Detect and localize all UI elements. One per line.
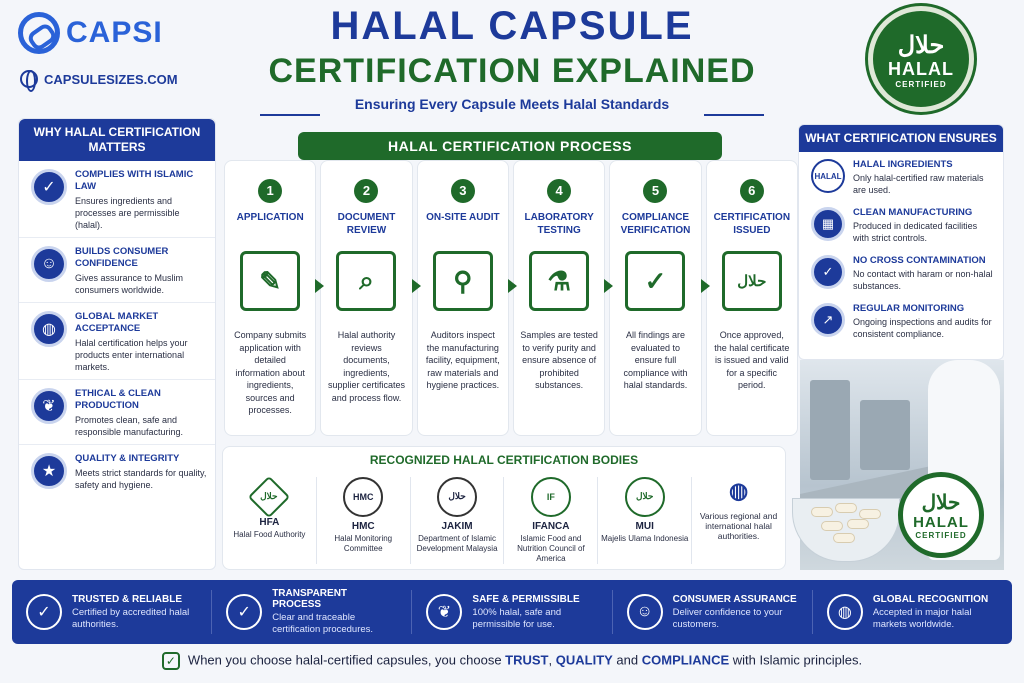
benefit-item — [212, 590, 412, 634]
clipboard-icon: ✎ — [240, 251, 300, 311]
ensures-item-title: CLEAN MANUFACTURING — [853, 207, 973, 218]
globe-icon: ◍ — [728, 478, 749, 503]
benefit-desc: Clear and traceable certification procedures. — [272, 612, 374, 635]
step-title: ON-SITE AUDIT — [426, 212, 500, 223]
step-number: 6 — [740, 179, 764, 203]
jakim-logo-icon: حلال — [437, 477, 477, 517]
halal-badge-icon: HALAL — [811, 159, 845, 193]
body-hfa — [223, 477, 317, 564]
seal-arabic: حلال — [897, 29, 945, 59]
benefit-desc: Deliver confidence to your customers. — [672, 606, 783, 630]
body-name: JAKIM — [441, 521, 473, 532]
capsule-shape — [811, 507, 833, 517]
page-title-line1: HALAL CAPSULE — [330, 4, 694, 48]
capsule-shape — [835, 503, 857, 513]
process-steps — [222, 160, 800, 436]
people-icon: ☺ — [31, 246, 67, 282]
ensures-heading: WHAT CERTIFICATION ENSURES — [799, 125, 1003, 152]
step-title: CERTIFICATION ISSUED — [713, 212, 791, 236]
shield-check-icon: ✓ — [162, 652, 180, 670]
body-name: IFANCA — [532, 521, 570, 532]
benefits-bar — [12, 580, 1012, 644]
body-full-name: Majelis Ulama Indonesia — [601, 534, 689, 543]
step-desc: All findings are evaluated to ensure full compliance with halal standards. — [623, 330, 688, 390]
seal-sub: CERTIFIED — [915, 531, 967, 540]
step-number: 1 — [258, 179, 282, 203]
why-item-title: COMPLIES WITH ISLAMIC LAW — [75, 169, 194, 192]
process-step — [609, 160, 701, 436]
tagline-bold: TRUST — [505, 652, 549, 668]
tagline-text: and — [612, 652, 642, 668]
why-panel — [18, 118, 216, 570]
arrow-right-icon — [701, 279, 710, 293]
leaf-icon: ❦ — [31, 388, 67, 424]
halal-seal-bottom — [898, 472, 984, 558]
ensures-item-desc: Produced in dedicated facilities with strict controls. — [853, 221, 978, 243]
ensures-item-title: HALAL INGREDIENTS — [853, 159, 953, 170]
body-hmc — [317, 477, 411, 564]
body-jakim — [411, 477, 505, 564]
halal-seal-top — [868, 6, 974, 112]
ensures-panel — [798, 124, 1004, 360]
machine-shape — [810, 380, 850, 480]
page-title-line2: CERTIFICATION EXPLAINED — [268, 52, 756, 90]
ifanca-logo-icon: IF — [531, 477, 571, 517]
chart-icon: ↗ — [811, 303, 845, 337]
ensures-item-desc: Ongoing inspections and audits for consistent compliance. — [853, 317, 992, 339]
capsule-shape — [847, 519, 869, 529]
seal-sub: CERTIFIED — [895, 79, 947, 89]
body-others — [692, 477, 785, 564]
factory-icon: ▦ — [811, 207, 845, 241]
body-full-name: Halal Food Authority — [233, 530, 306, 539]
body-ifanca — [504, 477, 598, 564]
why-item — [19, 445, 215, 497]
ensures-item — [799, 152, 1003, 200]
benefit-title: GLOBAL RECOGNITION — [872, 593, 989, 605]
why-item-desc: Ensures ingredients and processes are permissible (halal). — [75, 196, 180, 230]
document-search-icon: ⌕ — [336, 251, 396, 311]
arrow-right-icon — [604, 279, 613, 293]
tagline-text: with Islamic principles. — [729, 652, 863, 668]
step-number: 3 — [451, 179, 475, 203]
why-item-title: QUALITY & INTEGRITY — [75, 453, 180, 464]
certificate-icon: حلال — [722, 251, 782, 311]
ensures-item — [799, 248, 1003, 296]
benefit-desc: Accepted in major halal markets worldwide. — [872, 606, 972, 630]
step-desc: Auditors inspect the manufacturing facility, equipment, raw materials and hygiene practices. — [425, 330, 500, 390]
step-desc: Once approved, the halal certificate is issued and valid for a specific period. — [714, 330, 790, 390]
shield-check-icon: ✓ — [26, 594, 62, 630]
capsule-shape — [833, 533, 855, 543]
tagline — [0, 652, 1024, 670]
why-item — [19, 238, 215, 303]
why-item — [19, 303, 215, 380]
hfa-logo-icon: حلال — [248, 476, 290, 518]
ensures-item-title: REGULAR MONITORING — [853, 303, 965, 314]
step-number: 5 — [643, 179, 667, 203]
factory-search-icon: ⚲ — [433, 251, 493, 311]
step-title: APPLICATION — [236, 212, 304, 223]
globe-icon: ◍ — [31, 311, 67, 347]
machine-shape — [860, 400, 910, 470]
seal-word: HALAL — [888, 58, 954, 79]
seal-arabic: حلال — [921, 490, 961, 514]
ensures-item-title: NO CROSS CONTAMINATION — [853, 255, 986, 266]
brand-name: CAPSI — [66, 16, 163, 49]
mui-logo-icon: حلال — [625, 477, 665, 517]
benefit-item — [813, 590, 1012, 634]
process-step — [320, 160, 412, 436]
shield-check-icon: ✓ — [811, 255, 845, 289]
ensures-item-desc: No contact with haram or non-halal substances. — [853, 269, 993, 291]
body-full-name: Halal Monitoring Committee — [334, 534, 393, 553]
ensures-item-desc: Only halal-certified raw materials are used. — [853, 173, 984, 195]
benefit-item — [412, 590, 612, 634]
flask-icon: ⚗ — [529, 251, 589, 311]
why-item-title: ETHICAL & CLEAN PRODUCTION — [75, 388, 161, 411]
body-name: HFA — [259, 517, 280, 528]
ensures-item — [799, 200, 1003, 248]
step-title: LABORATORY TESTING — [524, 212, 594, 236]
body-name: MUI — [635, 521, 654, 532]
tagline-bold: COMPLIANCE — [641, 652, 730, 668]
body-mui — [598, 477, 692, 564]
process-step — [706, 160, 798, 436]
bodies-heading: RECOGNIZED HALAL CERTIFICATION BODIES — [369, 453, 639, 467]
arrow-right-icon — [315, 279, 324, 293]
step-number: 4 — [547, 179, 571, 203]
shield-check-icon: ✓ — [31, 169, 67, 205]
step-desc: Halal authority reviews documents, ingredients, supplier certificates and process flow. — [327, 330, 406, 403]
why-item-title: GLOBAL MARKET ACCEPTANCE — [75, 311, 159, 334]
hmc-logo-icon: HMC — [343, 477, 383, 517]
leaf-icon: ❦ — [426, 594, 462, 630]
why-item — [19, 161, 215, 238]
award-icon: ★ — [31, 453, 67, 489]
body-name: HMC — [351, 521, 375, 532]
check-circle-icon: ✓ — [226, 594, 262, 630]
why-item-desc: Halal certification helps your products enter international markets. — [75, 338, 188, 372]
seal-word: HALAL — [913, 514, 969, 531]
step-desc: Company submits application with detailed information about ingredients, sources and processes. — [234, 330, 307, 415]
why-item-desc: Meets strict standards for quality, safety and hygiene. — [75, 468, 207, 490]
benefit-desc: Certified by accredited halal authorities. — [72, 606, 190, 630]
body-full-name: Department of Islamic Development Malaysia — [416, 534, 498, 553]
shield-check-icon: ✓ — [625, 251, 685, 311]
step-number: 2 — [354, 179, 378, 203]
site-url: CAPSULESIZES.COM — [44, 71, 178, 87]
tagline-text: , — [548, 652, 556, 668]
ensures-item — [799, 296, 1003, 344]
benefit-title: TRUSTED & RELIABLE — [72, 593, 182, 605]
tagline-bold: QUALITY — [555, 652, 613, 668]
why-item-desc: Gives assurance to Muslim consumers worldwide. — [75, 273, 184, 295]
benefit-desc: 100% halal, safe and permissible for use. — [472, 606, 562, 630]
people-icon: ☺ — [627, 594, 663, 630]
certification-bodies — [222, 446, 786, 570]
benefit-title: SAFE & PERMISSIBLE — [472, 593, 580, 605]
capsule-shape — [821, 521, 843, 531]
body-full-name: Various regional and international halal authorities. — [699, 511, 778, 541]
process-step — [513, 160, 605, 436]
globe-icon: ◍ — [827, 594, 863, 630]
process-step — [224, 160, 316, 436]
step-desc: Samples are tested to verify purity and ensure absence of prohibited substances. — [520, 330, 598, 390]
arrow-right-icon — [412, 279, 421, 293]
step-title: COMPLIANCE VERIFICATION — [620, 212, 691, 236]
capsule-bowl — [792, 498, 900, 562]
process-step — [417, 160, 509, 436]
tagline-text: When you choose halal-certified capsules, you choose — [187, 652, 506, 668]
step-title: DOCUMENT REVIEW — [337, 212, 396, 236]
process-heading: HALAL CERTIFICATION PROCESS — [298, 132, 722, 160]
benefit-title: CONSUMER ASSURANCE — [672, 593, 797, 605]
why-item-title: BUILDS CONSUMER CONFIDENCE — [75, 246, 169, 269]
arrow-right-icon — [508, 279, 517, 293]
why-item — [19, 380, 215, 445]
page-subtitle: Ensuring Every Capsule Meets Halal Standards — [290, 96, 734, 112]
benefit-item — [12, 590, 212, 634]
body-full-name: Islamic Food and Nutrition Council of America — [517, 534, 585, 563]
benefit-item — [613, 590, 813, 634]
why-item-desc: Promotes clean, safe and responsible manufacturing. — [75, 415, 184, 437]
capsule-shape — [859, 509, 881, 519]
why-heading: WHY HALAL CERTIFICATION MATTERS — [19, 119, 215, 161]
benefit-title: TRANSPARENT PROCESS — [272, 588, 348, 610]
